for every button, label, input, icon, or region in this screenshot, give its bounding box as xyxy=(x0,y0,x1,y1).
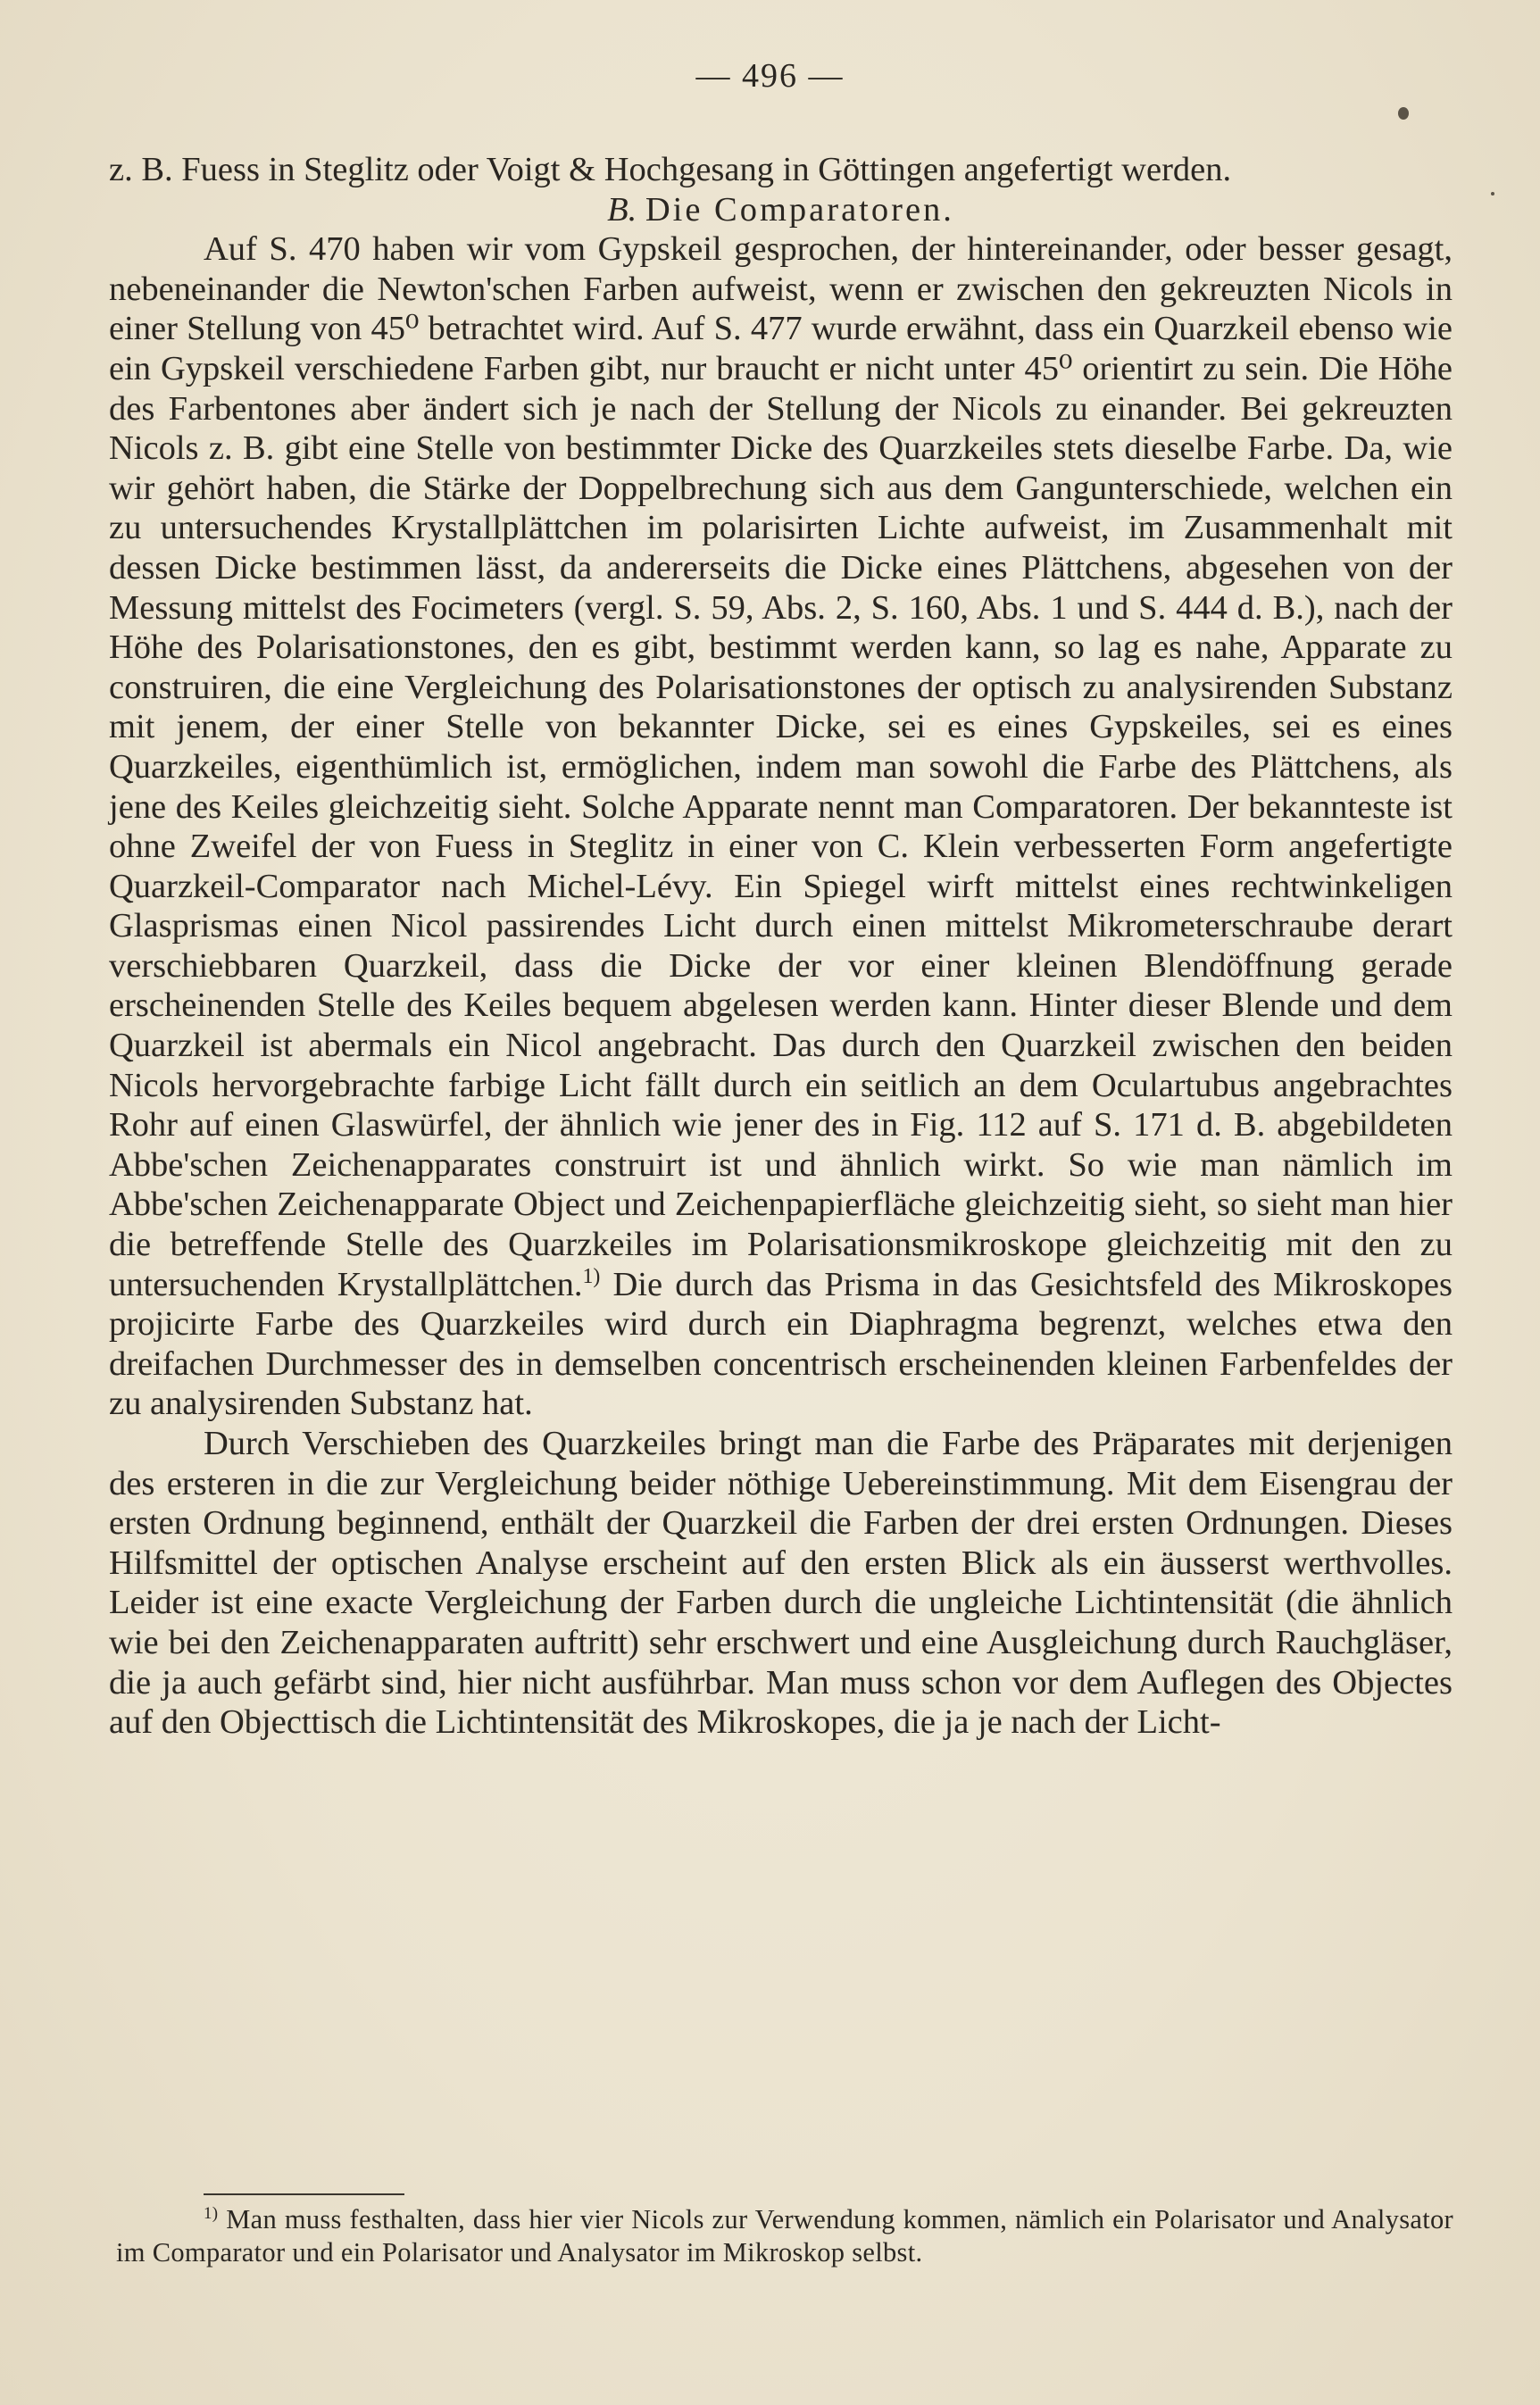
main-text xyxy=(109,150,1453,1743)
intro-line: z. B. Fuess in Steglitz oder Voigt & Hochgesang in Göttingen angefertigt werden. xyxy=(109,151,1232,188)
section-heading xyxy=(109,190,1453,230)
footnote-reference: 1) xyxy=(582,1264,601,1288)
footnote-marker: 1) xyxy=(204,2203,219,2223)
footnotes xyxy=(116,2203,1453,2269)
paragraph-2: Durch Verschieben des Quarzkeiles bringt man die Farbe des Präparates mit derjenigen des ersteren in die zur Vergleichung beider nöthige Uebereinstimmung. Mit dem Eisengrau der ersten Ordnung beginnend, enthält der Quarzkeil die Farben der drei ersten Ordnungen. Dieses Hilfsmittel der optischen Analyse erscheint auf den ersten Blick als ein äusserst werthvolles. Leider ist eine exacte Vergleichung der Farben durch die ungleiche Lichtintensität (die ähnlich wie bei den Zeichenapparaten auftritt) sehr erschwert und eine Ausgleichung durch Rauchgläser, die ja auch gefärbt sind, hier nicht ausführbar. Man muss schon vor dem Auflegen des Objectes auf den Objecttisch die Lichtintensität des Mikroskopes, die ja je nach der Licht- xyxy=(109,1425,1453,1742)
ink-speck xyxy=(1398,107,1409,120)
section-heading-symbol: B. xyxy=(607,190,637,229)
ink-speck xyxy=(1491,192,1494,196)
footnote-divider xyxy=(204,2193,404,2195)
paragraph-1 xyxy=(109,229,1453,1424)
paragraph-1-tail: Die durch das Prisma in das Gesichtsfeld des Mikroskopes projicirte Farbe des Quarzkeiles wird durch ein Diaphragma begrenzt, welches etwa den dreifachen Durchmesser des in demselben concentrisch erscheinenden kleinen Farbenfeldes der zu analysirenden Substanz hat. xyxy=(109,1265,1453,1423)
footnote-1 xyxy=(116,2203,1453,2269)
paragraph-1-text: Auf S. 470 haben wir vom Gypskeil gesprochen, der hintereinander, oder besser gesagt, nebeneinander die Newton'schen Farben aufweist, wenn er zwischen den gekreuzten Nicols in einer Stellung von 45⁰ betrachtet wird. Auf S. 477 wurde erwähnt, dass ein Quarzkeil ebenso wie ein Gypskeil verschiedene Farben gibt, nur braucht er nicht unter 45⁰ orientirt zu sein. Die Höhe des Farbentones aber ändert sich je nach der Stellung der Nicols zu einander. Bei gekreuzten Nicols z. B. gibt eine Stelle von bestimmter Dicke des Quarzkeiles stets dieselbe Farbe. Da, wie wir gehört haben, die Stärke der Doppelbrechung sich aus dem Gangunterschiede, welchen ein zu untersuchendes Krystallplättchen im polarisirten Lichte aufweist, im Zusammenhalt mit dessen Dicke bestimmen lässt, da andererseits die Dicke eines Plättchens, abgesehen von der Messung mittelst des Focimeters (vergl. S. 59, Abs. 2, S. 160, Abs. 1 und S. 444 d. B.), nach der Höhe des Polarisationstones, den es gibt, bestimmt werden kann, so lag es nahe, Apparate zu construiren, die eine Vergleichung des Polarisationstones der optisch zu analysirenden Substanz mit jenem, der einer Stelle von bekannter Dicke, sei es eines Gypskeiles, sei es eines Quarzkeiles, eigenthümlich ist, ermöglichen, indem man sowohl die Farbe des Plättchens, als jene des Keiles gleichzeitig sieht. Solche Apparate nennt man Comparatoren. Der bekannteste ist ohne Zweifel der von Fuess in Steglitz in einer von C. Klein verbesserten Form angefertigte Quarzkeil-Comparator nach Michel-Lévy. Ein Spiegel wirft mittelst eines rechtwinkeligen Glasprismas einen Nicol passirendes Licht durch einen mittelst Mikrometerschraube derart verschiebbaren Quarzkeil, dass die Dicke der vor einer kleinen Blendöffnung gerade erscheinenden Stelle des Keiles bequem abgelesen werden kann. Hinter dieser Blende und dem Quarzkeil ist abermals ein Nicol angebracht. Das durch den Quarzkeil zwischen den beiden Nicols hervorgebrachte farbige Licht fällt durch ein seitlich an dem Oculartubus angebrachtes Rohr auf einen Glaswürfel, der ähnlich wie jener des in Fig. 112 auf S. 171 d. B. abgebildeten Abbe'schen Zeichenapparates construirt ist und ähnlich wirkt. So wie man nämlich im Abbe'schen Zeichenapparate Object und Zeichenpapierfläche gleichzeitig sieht, so sieht man hier die betreffende Stelle des Quarzkeiles im Polarisationsmikroskope gleichzeitig mit den zu untersuchenden Krystallplättchen. xyxy=(109,230,1453,1303)
section-heading-text: Die Comparatoren. xyxy=(645,190,954,229)
page-number: — 496 — xyxy=(695,57,845,95)
footnote-text: Man muss festhalten, dass hier vier Nicols zur Verwendung kommen, nämlich ein Polarisator und Analysator im Comparator und ein Polarisator und Analysator im Mikroskop selbst. xyxy=(116,2204,1453,2268)
